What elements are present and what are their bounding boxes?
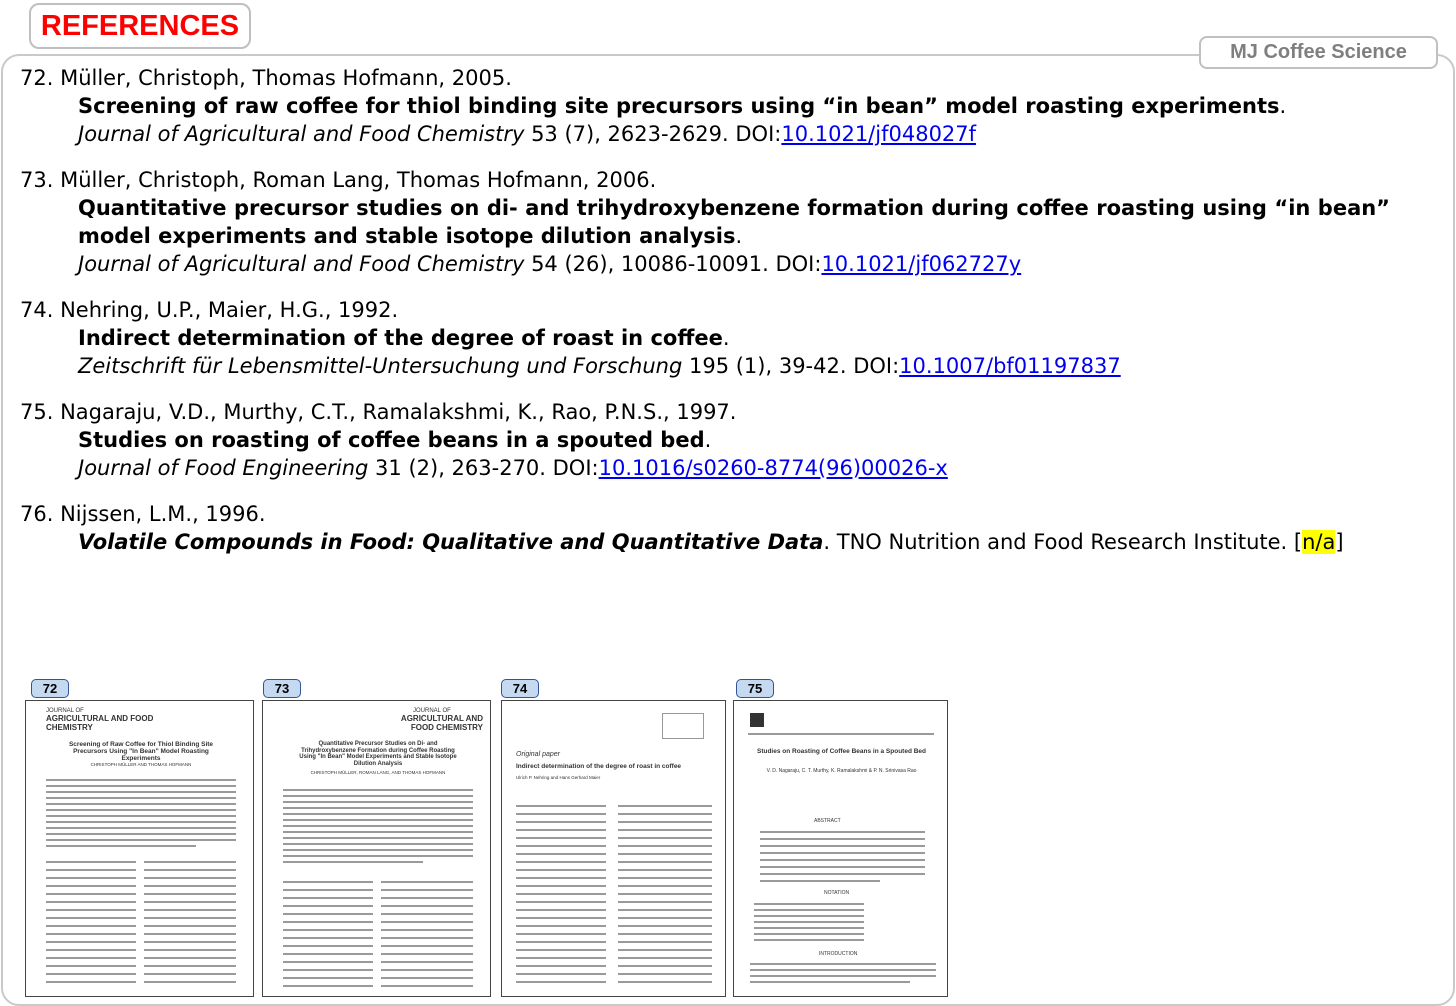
reference-title: Quantitative precursor studies on di- and trihydroxybenzene formation during coffee roasting using “in bean” model experiments and stable isotope dilution analysis. bbox=[78, 196, 1390, 248]
reference-75 bbox=[20, 398, 1390, 482]
na-highlight: n/a bbox=[1302, 530, 1336, 554]
reference-details: 53 (7), 2623-2629. DOI: bbox=[524, 122, 782, 146]
doi-link[interactable]: 10.1021/jf048027f bbox=[781, 122, 977, 146]
reference-details: 195 (1), 39-42. DOI: bbox=[682, 354, 900, 378]
reference-source bbox=[20, 250, 1390, 278]
reference-title: Screening of raw coffee for thiol binding site precursors using “in bean” model roasting experiments. bbox=[78, 94, 1287, 118]
reference-citation: 73. Müller, Christoph, Roman Lang, Thomas Hofmann, 2006. bbox=[20, 168, 657, 192]
thumbnail-label-74: 74 bbox=[501, 679, 539, 698]
thumbnail-label-73: 73 bbox=[263, 679, 301, 698]
reference-title: Indirect determination of the degree of roast in coffee. bbox=[78, 326, 730, 350]
doi-link[interactable]: 10.1021/jf062727y bbox=[821, 252, 1022, 276]
reference-source bbox=[20, 352, 1390, 380]
reference-76 bbox=[20, 500, 1390, 556]
reference-citation: 72. Müller, Christoph, Thomas Hofmann, 2005. bbox=[20, 66, 512, 90]
publisher-logo-icon bbox=[750, 713, 764, 727]
references-tab: REFERENCES bbox=[29, 3, 251, 49]
doi-link[interactable]: 10.1016/s0260-8774(96)00026-x bbox=[598, 456, 948, 480]
publisher: TNO Nutrition and Food Research Institute. [ bbox=[830, 530, 1303, 554]
reference-citation: 75. Nagaraju, V.D., Murthy, C.T., Ramalakshmi, K., Rao, P.N.S., 1997. bbox=[20, 400, 737, 424]
brand-badge: MJ Coffee Science bbox=[1199, 36, 1438, 69]
journal-name: Journal of Food Engineering bbox=[78, 456, 369, 480]
reference-title: Studies on roasting of coffee beans in a spouted bed. bbox=[78, 428, 712, 452]
reference-73 bbox=[20, 166, 1390, 278]
thumbnail-label-72: 72 bbox=[31, 679, 69, 698]
reference-citation: 76. Nijssen, L.M., 1996. bbox=[20, 502, 266, 526]
reference-details: 31 (2), 263-270. DOI: bbox=[368, 456, 599, 480]
reference-title: Volatile Compounds in Food: Qualitative and Quantitative Data. TNO Nutrition and Food Research Institute. [n/a] bbox=[78, 530, 1344, 554]
reference-citation: 74. Nehring, U.P., Maier, H.G., 1992. bbox=[20, 298, 399, 322]
journal-name: Zeitschrift für Lebensmittel-Untersuchung und Forschung bbox=[78, 354, 683, 378]
journal-logo: AGRICULTURAL AND FOOD CHEMISTRY bbox=[46, 714, 154, 732]
reference-74 bbox=[20, 296, 1390, 380]
paper-thumbnail-73[interactable]: JOURNAL OF AGRICULTURAL AND FOOD CHEMISTRY Quantitative Precursor Studies on Di- and Trihydroxybenzene Formation during Coffee Roasting Using "In Bean" Model Experiments and Stable Isotope Dilution Analysis CHRISTOPH MÜLLER, ROMAN LANG, AND THOMAS HOFMANN bbox=[262, 700, 491, 997]
journal-logo bbox=[662, 713, 704, 739]
journal-logo: AGRICULTURAL AND FOOD CHEMISTRY bbox=[400, 714, 483, 732]
reference-source bbox=[20, 120, 1390, 148]
reference-list bbox=[20, 64, 1390, 574]
reference-72 bbox=[20, 64, 1390, 148]
paper-thumbnail-75[interactable]: Studies on Roasting of Coffee Beans in a Spouted Bed V. D. Nagaraju, C. T. Murthy, K. Ramalakshmi & P. N. Srinivasa Rao ABSTRACT NOTATION INTRODUCTION bbox=[733, 700, 948, 997]
reference-source bbox=[20, 454, 1390, 482]
doi-link[interactable]: 10.1007/bf01197837 bbox=[899, 354, 1121, 378]
thumbnail-label-75: 75 bbox=[736, 679, 774, 698]
journal-name: Journal of Agricultural and Food Chemistry bbox=[78, 252, 525, 276]
paper-thumbnail-74[interactable]: Original paper Indirect determination of the degree of roast in coffee Ulrich P. Nehring and Hans Gerhard Maier bbox=[501, 700, 726, 997]
reference-details: 54 (26), 10086-10091. DOI: bbox=[524, 252, 822, 276]
journal-name: Journal of Agricultural and Food Chemistry bbox=[78, 122, 525, 146]
paper-thumbnail-72[interactable]: JOURNAL OF AGRICULTURAL AND FOOD CHEMISTRY Screening of Raw Coffee for Thiol Binding Site Precursors Using "In Bean" Model Roasting Experiments CHRISTOPH MÜLLER AND THOMAS HOFMANN bbox=[25, 700, 254, 997]
